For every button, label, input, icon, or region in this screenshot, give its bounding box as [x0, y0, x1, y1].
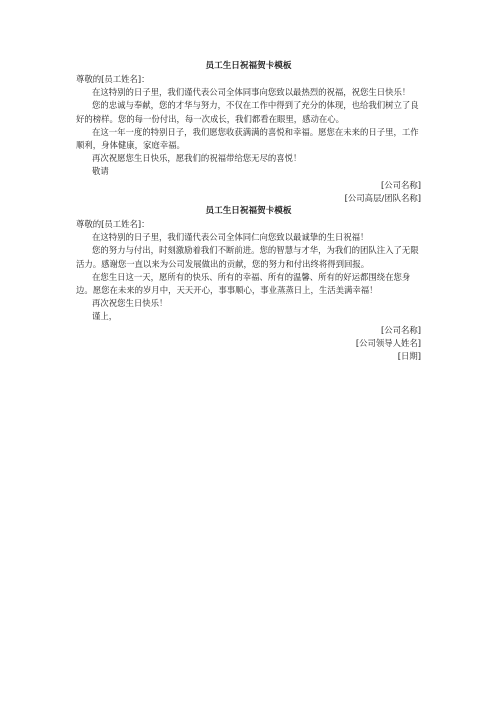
birthday-card-2 — [76, 205, 421, 363]
signature-leader: [公司领导人姓名] — [355, 337, 421, 348]
closing: 敬请 — [92, 166, 109, 177]
closing: 谨上， — [92, 311, 118, 322]
paragraph: 您的忠诚与奉献，您的才华与努力，不仅在工作中得到了充分的体现，也给我们树立了良好的榜样。您的每一份付出，每一次成长，我们都看在眼里，感动在心。 — [76, 100, 419, 124]
paragraph: 您的努力与付出，时刻激励着我们不断前进。您的智慧与才华，为我们的团队注入了无限活力。感谢您一直以来为公司发展做出的贡献，您的努力和付出终将得到回报。 — [76, 245, 419, 269]
birthday-card-1 — [76, 60, 421, 205]
paragraph: 再次祝您生日快乐！ — [92, 298, 168, 309]
paragraph: 在这一年一度的特别日子，我们愿您收获满满的喜悦和幸福。愿您在未来的日子里，工作顺利，身体健康，家庭幸福。 — [76, 126, 419, 151]
paragraph: 在您生日这一天，愿所有的快乐、所有的幸福、所有的温馨、所有的好运都围绕在您身边。愿您在未来的岁月中，天天开心，事事顺心，事业蒸蒸日上，生活美满幸福！ — [76, 271, 411, 296]
signature-company: [公司名称] — [380, 324, 421, 335]
document-page — [76, 60, 421, 363]
greeting: 尊敬的[员工姓名]： — [76, 219, 150, 230]
signature-date: [日期] — [397, 351, 421, 362]
paragraph: 再次祝愿您生日快乐，愿我们的祝福带给您无尽的喜悦！ — [92, 153, 302, 164]
signature-company: [公司名称] — [380, 179, 421, 190]
greeting: 尊敬的[员工姓名]： — [76, 74, 150, 84]
card-title: 员工生日祝福贺卡模板 — [205, 206, 292, 217]
paragraph: 在这特别的日子里，我们谨代表公司全体同仁向您致以最诚挚的生日祝福！ — [92, 232, 369, 243]
signature-team: [公司高层/团队名称] — [344, 192, 421, 203]
card-title: 员工生日祝福贺卡模板 — [205, 61, 292, 71]
paragraph: 在这特别的日子里，我们谨代表公司全体同事向您致以最热烈的祝福，祝您生日快乐！ — [92, 87, 411, 98]
